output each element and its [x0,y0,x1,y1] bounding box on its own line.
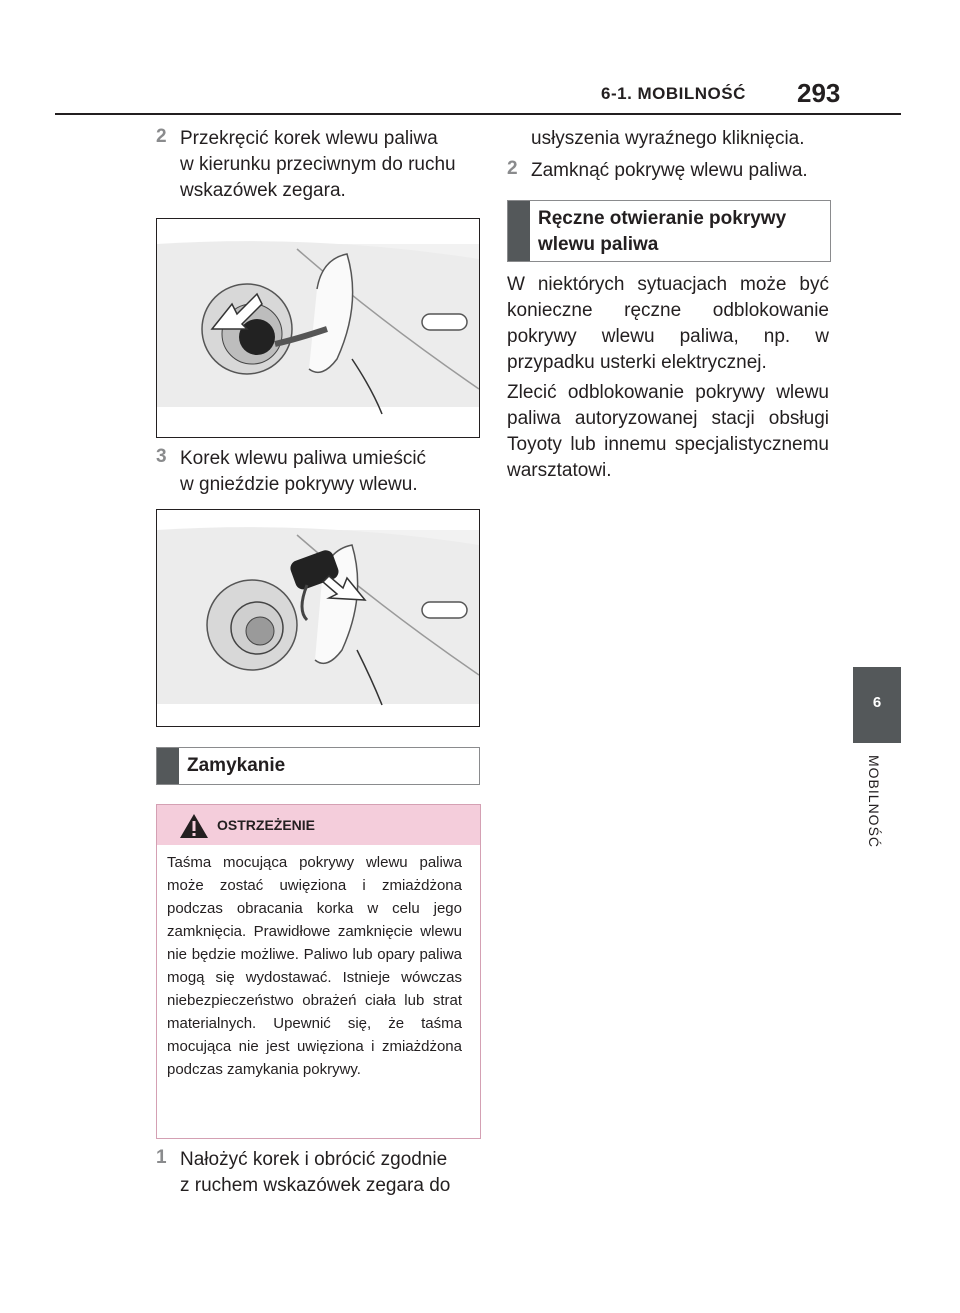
continued-text: usłyszenia wyraźnego kliknięcia. [531,128,805,149]
fuel-cap-holder-illustration [157,510,479,726]
chapter-tab-number: 6 [872,694,882,711]
warning-title: OSTRZEŻENIE [217,817,316,833]
fuel-cap-turn-illustration [157,219,479,437]
step-text: Przekręcić korek wlewu paliwa w kierunku przeciwnym do ruchu wskazówek zegara. [180,128,456,201]
step-text: Zamknąć pokrywę wlewu paliwa. [531,160,808,181]
step-number: 2 [156,126,167,147]
chapter-tab-label: MOBILNOŚĆ [866,755,882,849]
step-2-right [507,158,837,186]
warning-header [157,805,480,845]
warning-box [156,804,481,1139]
step-text: Korek wlewu paliwa umieścić w gnieździe pokrywy wlewu. [180,448,427,495]
section-bar [508,201,530,261]
step-2-left [156,126,486,206]
section-heading-manual-opening [507,200,831,262]
figure-turn-cap [156,218,480,438]
step-1 [156,1147,486,1203]
step-number: 2 [507,158,518,179]
section-bar [157,748,179,784]
chapter-tab [853,667,901,743]
paragraph-service: Zlecić odblokowanie pokrywy wlewu paliwa autoryzowanej stacji obsługi Toyoty lub innemu specjalistycznemu warsztatowi. [507,382,829,481]
warning-triangle-icon [179,813,209,839]
section-title: Zamykanie [187,755,286,776]
step-3 [156,446,486,502]
step-number: 3 [156,446,167,467]
step-text: Nałożyć korek i obrócić zgodnie z ruchem wskazówek zegara do [180,1149,451,1196]
section-heading-closing [156,747,480,785]
page-number: 293 [797,78,841,108]
section-header: 6-1. MOBILNOŚĆ [601,84,746,103]
figure-cap-holder [156,509,480,727]
section-title: Ręczne otwieranie pokrywy wlewu paliwa [538,208,787,255]
warning-text: Taśma mocująca pokrywy wlewu paliwa może zostać uwięziona i zmiażdżona podczas obracania korka w celu jego zamknięcia. Prawidłowe zamknięcie wlewu nie będzie możliwe. Paliwo lub opary paliwa mogą się wydostawać. Istnieje wówczas niebezpieczeństwo obrażeń ciała lub strat materialnych. Upewnić się, że taśma mocująca nie jest uwięziona i zmiażdżona podczas zamykania pokrywy. [167,854,462,1078]
header-rule [55,113,901,115]
paragraph-manual-release: W niektórych sytuacjach może być konieczne ręczne odblokowanie pokrywy wlewu paliwa, np. w przypadku usterki elektrycznej. [507,274,829,373]
step-number: 1 [156,1147,167,1168]
